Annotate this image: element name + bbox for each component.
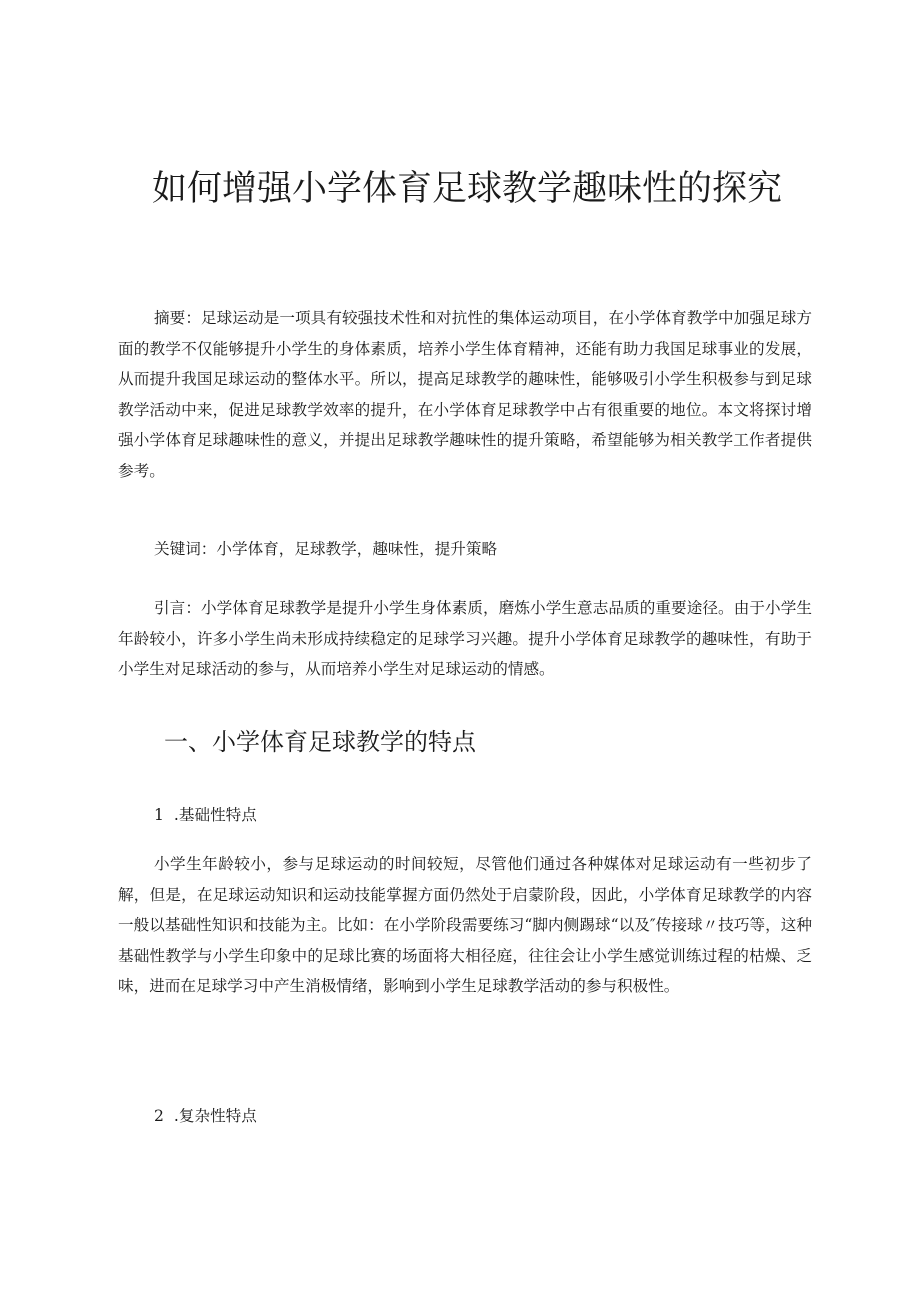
section-heading: 一、小学体育足球教学的特点 [164, 728, 476, 756]
subheading-number: 2 [154, 1107, 164, 1125]
subheading-basic [154, 800, 257, 830]
document-title: 如何增强小学体育足球教学趣味性的探究 [152, 169, 783, 209]
subheading-label: .基础性特点 [173, 806, 257, 824]
subheading-number: 1 [154, 806, 164, 824]
abstract-paragraph: 摘要：足球运动是一项具有较强技术性和对抗性的集体运动项目，在小学体育教学中加强足球方面的教学不仅能够提升小学生的身体素质，培养小学生体育精神，还能有助力我国足球事业的发展，从而提升我国足球运动的整体水平。所以，提高足球教学的趣味性，能够吸引小学生积极参与到足球教学活动中来，促进足球教学效率的提升，在小学体育足球教学中占有很重要的地位。本文将探讨增强小学体育足球趣味性的意义，并提出足球教学趣味性的提升策略，希望能够为相关教学工作者提供参考。 [118, 309, 812, 480]
intro-paragraph: 引言：小学体育足球教学是提升小学生身体素质，磨炼小学生意志品质的重要途径。由于小学生年龄较小，许多小学生尚未形成持续稳定的足球学习兴趣。提升小学体育足球教学的趣味性，有助于小学生对足球活动的参与，从而培养小学生对足球运动的情感。 [118, 599, 812, 678]
keywords-paragraph: 关键词：小学体育，足球教学，趣味性，提升策略 [154, 540, 498, 558]
basic-features-paragraph: 小学生年龄较小，参与足球运动的时间较短，尽管他们通过各种媒体对足球运动有一些初步了解，但是，在足球运动知识和运动技能掌握方面仍然处于启蒙阶段，因此，小学体育足球教学的内容一般以基础性知识和技能为主。比如：在小学阶段需要练习“脚内侧踢球“以及″传接球〃技巧等，这种基础性教学与小学生印象中的足球比赛的场面将大相径庭，往往会让小学生感觉训练过程的枯燥、乏味，进而在足球学习中产生消极情绪，影响到小学生足球教学活动的参与积极性。 [118, 855, 812, 995]
subheading-label: .复杂性特点 [173, 1107, 257, 1125]
subheading-complex [154, 1101, 257, 1131]
